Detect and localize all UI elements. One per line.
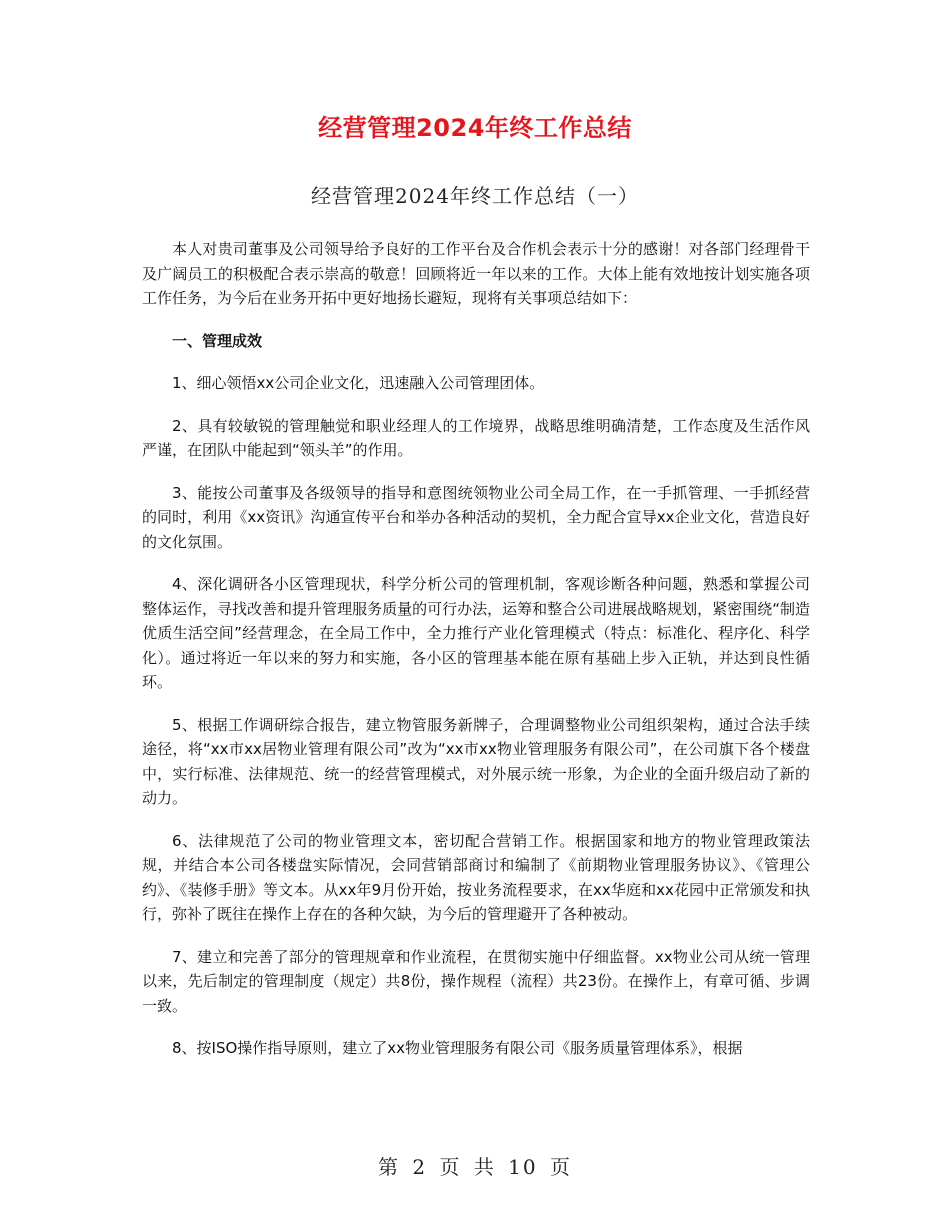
list-item: 6、法律规范了公司的物业管理文本，密切配合营销工作。根据国家和地方的物业管理政策法规，并结合本公司各楼盘实际情况，会同营销部商讨和编制了《前期物业管理服务协议》、《管理公约》、《装修手册》等文本。从xx年9月份开始，按业务流程要求，在xx华庭和xx花园中正常颁发和执行，弥补了既往在操作上存在的各种欠缺，为今后的管理避开了各种被动。 <box>142 831 810 923</box>
list-item: 5、根据工作调研综合报告，建立物管服务新牌子，合理调整物业公司组织架构，通过合法手续途径，将“xx市xx居物业管理有限公司”改为“xx市xx物业管理服务有限公司”，在公司旗下各个楼盘中，实行标准、法律规范、统一的经营管理模式，对外展示统一形象，为企业的全面升级启动了新的动力。 <box>142 715 810 807</box>
list-item: 7、建立和完善了部分的管理规章和作业流程，在贯彻实施中仔细监督。xx物业公司从统一管理以来，先后制定的管理制度（规定）共8份，操作规程（流程）共23份。在操作上，有章可循、步调一致。 <box>142 947 810 1015</box>
list-item: 1、细心领悟xx公司企业文化，迅速融入公司管理团体。 <box>172 374 545 392</box>
list-item: 3、能按公司董事及各级领导的指导和意图统领物业公司全局工作，在一手抓管理、一手抓经营的同时，利用《xx资讯》沟通宣传平台和举办各种活动的契机，全力配合宣导xx企业文化，营造良好的文化氛围。 <box>142 483 810 551</box>
document-body <box>142 237 810 1079</box>
list-item: 2、具有较敏锐的管理触觉和职业经理人的工作境界，战略思维明确清楚，工作态度及生活作风严谨，在团队中能起到“领头羊”的作用。 <box>142 416 810 459</box>
list-item: 4、深化调研各小区管理现状，科学分析公司的管理机制，客观诊断各种问题，熟悉和掌握公司整体运作，寻找改善和提升管理服务质量的可行办法，运筹和整合公司进展战略规划，紧密围绕“制造优质生活空间”经营理念，在全局工作中，全力推行产业化管理模式（特点：标准化、程序化、科学化）。通过将近一年以来的努力和实施，各小区的管理基本能在原有基础上步入正轨，并达到良性循环。 <box>142 575 810 691</box>
page-number-footer: 第 2 页 共 10 页 <box>378 1155 572 1179</box>
section-heading: 一、管理成效 <box>172 331 263 350</box>
document-subtitle: 经营管理2024年终工作总结（一） <box>311 184 639 208</box>
document-title: 经营管理2024年终工作总结 <box>318 114 632 142</box>
intro-paragraph: 本人对贵司董事及公司领导给予良好的工作平台及合作机会表示十分的感谢！对各部门经理骨干及广阔员工的积极配合表示崇高的敬意！回顾将近一年以来的工作。大体上能有效地按计划实施各项工作任务，为今后在业务开拓中更好地扬长避短，现将有关事项总结如下： <box>142 240 810 307</box>
list-item: 8、按ISO操作指导原则，建立了xx物业管理服务有限公司《服务质量管理体系》，根据 <box>172 1039 743 1057</box>
